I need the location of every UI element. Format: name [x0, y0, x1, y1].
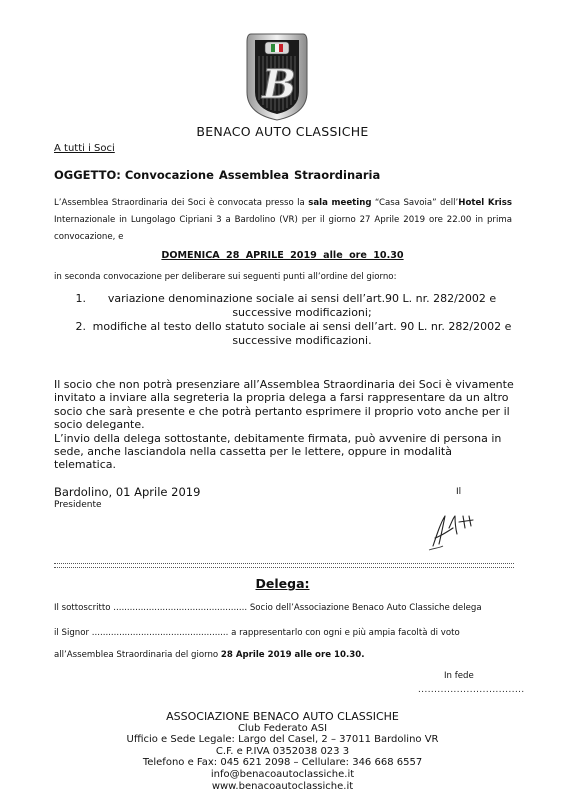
text-run: Internazionale in Lungolago Cipriani 3 a Bardolino (VR) per il giorno 27 Aprile 2019 ore 22.00 in prima convocazione, e: [54, 215, 512, 242]
subject-part: Straordinaria: [293, 168, 381, 182]
second-call-date: DOMENICA 28 APRILE 2019 alle ore 10.30: [161, 250, 404, 261]
text-run: L’Assemblea Straordinaria dei Soci è convocata presso la: [54, 198, 309, 208]
footer-address: Ufficio e Sede Legale: Largo del Casel, 2 – 37011 Bardolino VR: [126, 734, 439, 746]
footer-website: www.benacoautoclassiche.it: [211, 780, 354, 792]
assembly-date: 28 Aprile 2019 alle ore 10.30.: [220, 650, 365, 660]
member-name-blank: .................................................: [113, 603, 248, 613]
president-signature: [425, 508, 483, 552]
president-label: Presidente: [54, 500, 102, 510]
subject-part: OGGETTO: Convocazione: [54, 168, 214, 182]
proxy-line-assembly: [54, 650, 364, 660]
in-fede-label: In fede: [444, 671, 474, 681]
delivery-info: L’invio della delega sottostante, debitamente firmata, può avvenire di persona in sede, anche lasciandola nella cassetta per le lettere, oppure in modalità telematica.: [54, 431, 502, 472]
agenda-text: variazione denominazione sociale ai sensi dell’art.90 L. nr. 282/2002 e successive modificazioni;: [107, 292, 497, 319]
footer-email: info@benacoautoclassiche.it: [210, 768, 355, 780]
text-run: “Casa Savoia” dell’: [371, 198, 459, 208]
president-article: Il: [456, 487, 462, 497]
text-run: a rappresentarlo con ogni e più ampia facoltà di voto: [228, 628, 460, 638]
logo: [245, 30, 309, 122]
proxy-line-delegate: [54, 628, 460, 638]
text-run: Socio dell’Associazione Benaco Auto Classiche delega: [247, 603, 482, 613]
delegation-info: Il socio che non potrà presenziare all’Assemblea Straordinaria dei Soci è vivamente invitato a inviare alla segreteria la propria delega a farsi rappresentare da un altro socio che sarà presente e che potrà pertanto esprimere il proprio voto anche per il socio delegante.: [54, 378, 514, 432]
footer: [0, 711, 565, 792]
proxy-line-member: [54, 603, 482, 613]
svg-text:B: B: [262, 61, 296, 108]
text-run: all’Assemblea Straordinaria del giorno: [54, 650, 221, 660]
agenda-number: 2.: [75, 320, 86, 333]
text-run: Il sottoscritto: [54, 603, 114, 613]
text-run: il Signor: [54, 628, 92, 638]
delegation-paragraph: [54, 378, 516, 472]
agenda-text: modifiche al testo dello statuto sociale ai sensi dell’art. 90 L. nr. 282/2002 e successive modificazioni.: [92, 320, 512, 347]
agenda-item: [70, 320, 520, 347]
subject-heading: [54, 168, 385, 182]
footer-club: Club Federato ASI: [237, 722, 328, 734]
first-call-paragraph: [54, 195, 512, 246]
signature-blank: .................................: [418, 685, 525, 695]
footer-phone: Telefono e Fax: 045 621 2098 – Cellulare: 346 668 6557: [142, 757, 423, 769]
organization-name: BENACO AUTO CLASSICHE: [196, 124, 369, 139]
section-divider: [54, 563, 514, 568]
footer-association-name: ASSOCIAZIONE BENACO AUTO CLASSICHE: [166, 710, 399, 723]
agenda-item: [70, 292, 520, 319]
footer-tax-code: C.F. e P.IVA 0352038 023 3: [215, 745, 350, 757]
meeting-room: sala meeting: [308, 198, 372, 208]
delegate-name-blank: ..................................................: [91, 628, 229, 638]
agenda-number: 1.: [75, 292, 86, 305]
subject-part: Assemblea: [218, 168, 289, 182]
agenda-list: [70, 292, 520, 347]
proxy-form-title: Delega:: [255, 576, 310, 591]
place-and-date: Bardolino, 01 Aprile 2019: [54, 485, 201, 499]
second-call-text: in seconda convocazione per deliberare sui seguenti punti all’ordine del giorno:: [54, 272, 397, 282]
recipients-line: A tutti i Soci: [54, 143, 115, 154]
hotel-name: Hotel Kriss: [458, 198, 512, 208]
